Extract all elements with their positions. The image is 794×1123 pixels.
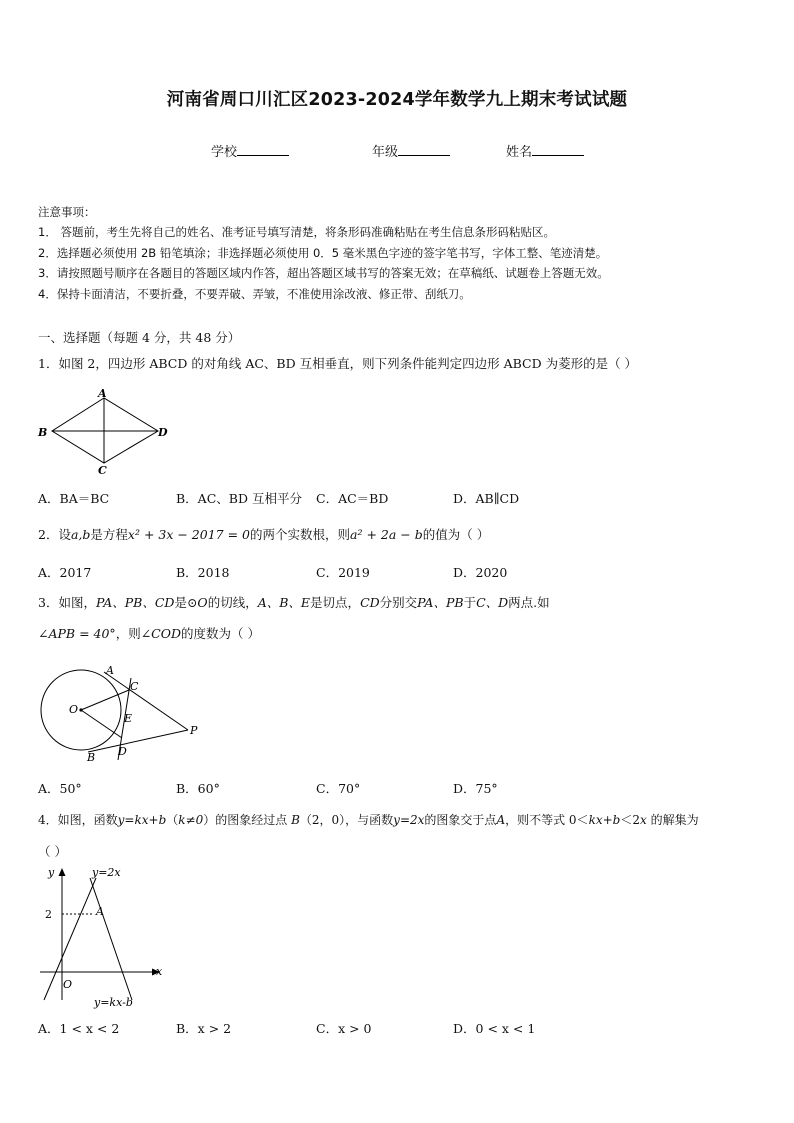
figure-label: O <box>63 978 73 991</box>
q3-text: 是 <box>174 595 187 610</box>
q2-text: 的两个实数根，则 <box>250 527 351 542</box>
q4-text: 4．如图，函数 <box>38 813 118 827</box>
q3-angle: ∠APB = 40° <box>38 626 116 641</box>
q3-cd-points: C、D <box>476 595 509 610</box>
q3-text: 的度数为（ ） <box>181 626 260 641</box>
q3-cd: CD <box>360 595 380 610</box>
q4-text: 的图象交于点 <box>424 813 497 827</box>
figure-label: y=kx-b <box>94 996 133 1009</box>
q4-point-b: B <box>291 813 300 827</box>
q2-option-b[interactable]: B．2018 <box>176 565 230 580</box>
page-title: 河南省周口川汇区2023-2024学年数学九上期末考试试题 <box>166 90 628 110</box>
question-1-stem: 1．如图 2，四边形 ABCD 的对角线 AC、BD 互相垂直，则下列条件能判定四边形 ABCD 为菱形的是（ ） <box>38 356 638 371</box>
q3-vars: PA、PB、CD <box>95 595 175 610</box>
name-label: 姓名 <box>506 145 533 160</box>
section-heading: 一、选择题（每题 4 分，共 48 分） <box>38 330 241 345</box>
figure-label: A <box>106 664 114 677</box>
q3-circle-tangent-figure <box>38 660 208 770</box>
q3-text: 于 <box>463 595 477 610</box>
q3-text: ，则 <box>115 626 141 641</box>
q3-cod: ∠COD <box>140 626 182 641</box>
q2-text: 是方程 <box>90 527 128 542</box>
q1-option-b[interactable]: B．AC、BD 互相平分 <box>176 491 302 506</box>
q2-text: 2．设 <box>38 527 71 542</box>
q3-option-a[interactable]: A．50° <box>38 781 82 796</box>
q2-option-a[interactable]: A．2017 <box>38 565 92 580</box>
notice-heading: 注意事项： <box>38 205 96 219</box>
q2-text: 的值为（ ） <box>422 527 490 542</box>
figure-label: D <box>158 426 168 439</box>
q3-option-c[interactable]: C．70° <box>316 781 361 796</box>
question-4-stem-line1 <box>38 811 699 828</box>
q4-text: （2，0），与函数 <box>299 813 394 827</box>
figure-label: x <box>156 965 163 978</box>
notice-item: 1． 答题前，考生先将自己的姓名、准考证号填写清楚，将条形码准确粘贴在考生信息条形码粘贴区。 <box>38 225 555 239</box>
q4-graph-figure <box>38 860 178 1012</box>
figure-label: y <box>48 866 55 879</box>
q3-circle: ⊙O <box>186 595 208 610</box>
q3-option-b[interactable]: B．60° <box>176 781 220 796</box>
q4-func1: y=kx+b <box>117 813 167 827</box>
figure-label: A <box>98 387 107 400</box>
question-2-stem <box>38 525 489 543</box>
q1-option-a[interactable]: A．BA＝BC <box>38 491 110 506</box>
q2-option-d[interactable]: D．2020 <box>453 565 508 580</box>
name-field[interactable] <box>506 141 584 160</box>
q2-option-c[interactable]: C．2019 <box>316 565 370 580</box>
q4-text: ）的图象经过点 <box>203 813 292 827</box>
notice-item: 3．请按照题号顺序在各题目的答题区域内作答，超出答题区域书写的答案无效；在草稿纸、试题卷上答题无效。 <box>38 266 609 280</box>
q4-text: ＜2 <box>620 813 640 827</box>
question-4-stem-line2: （ ） <box>38 844 67 859</box>
q1-option-c[interactable]: C．AC＝BD <box>316 491 389 506</box>
q4-option-a[interactable]: A．1 < x < 2 <box>38 1021 120 1036</box>
q4-option-b[interactable]: B．x > 2 <box>176 1021 232 1036</box>
q3-text: 两点.如 <box>508 595 550 610</box>
school-field[interactable] <box>211 141 289 160</box>
name-blank[interactable] <box>532 142 584 156</box>
q4-ineq-x: x <box>639 813 647 827</box>
figure-label: B <box>87 751 96 764</box>
q4-option-d[interactable]: D．0 < x < 1 <box>453 1021 536 1036</box>
q3-text: 的切线， <box>207 595 258 610</box>
figure-label: C <box>130 680 139 693</box>
q4-point-a: A <box>496 813 506 827</box>
figure-label: E <box>124 712 133 725</box>
q4-text: 的解集为 <box>646 813 699 827</box>
figure-label: P <box>190 724 198 737</box>
q4-cond: k≠0 <box>178 813 204 827</box>
figure-label: D <box>118 745 127 758</box>
figure-label: B <box>38 426 48 439</box>
grade-label: 年级 <box>372 145 399 160</box>
q3-text: 3．如图， <box>38 595 96 610</box>
question-3-stem-line2 <box>38 624 260 642</box>
grade-blank[interactable] <box>398 142 450 156</box>
figure-label: O <box>69 703 79 716</box>
q2-vars: a,b <box>70 527 91 542</box>
q2-equation: x² + 3x − 2017 = 0 <box>127 527 250 542</box>
grade-field[interactable] <box>372 141 450 160</box>
q4-text: （ <box>166 813 179 827</box>
notice-item: 2．选择题必须使用 2B 铅笔填涂；非选择题必须使用 0．5 毫米黑色字迹的签字笔书写，字体工整、笔迹清楚。 <box>38 246 608 260</box>
q3-text: 分别交 <box>379 595 418 610</box>
q3-option-d[interactable]: D．75° <box>453 781 498 796</box>
figure-label: A <box>96 905 104 918</box>
q3-text: 是切点， <box>310 595 361 610</box>
figure-label: 2 <box>45 908 52 921</box>
q4-option-c[interactable]: C．x > 0 <box>316 1021 372 1036</box>
q4-ineq: kx+b <box>588 813 621 827</box>
notice-item: 4．保持卡面清洁，不要折叠，不要弄破、弄皱，不准使用涂改液、修正带、刮纸刀。 <box>38 287 471 301</box>
q1-rhombus-figure <box>34 386 174 478</box>
school-label: 学校 <box>211 145 238 160</box>
q3-pa-pb: PA、PB <box>417 595 464 610</box>
q3-points: A、B、E <box>257 595 311 610</box>
question-3-stem-line1 <box>38 593 550 611</box>
figure-label: C <box>98 464 107 477</box>
q4-func2: y=2x <box>393 813 425 827</box>
q4-text: ，则不等式 0＜ <box>505 813 589 827</box>
school-blank[interactable] <box>237 142 289 156</box>
figure-label: y=2x <box>92 866 121 879</box>
q2-expression: a² + 2a − b <box>350 527 423 542</box>
q1-option-d[interactable]: D．AB∥CD <box>453 491 520 506</box>
